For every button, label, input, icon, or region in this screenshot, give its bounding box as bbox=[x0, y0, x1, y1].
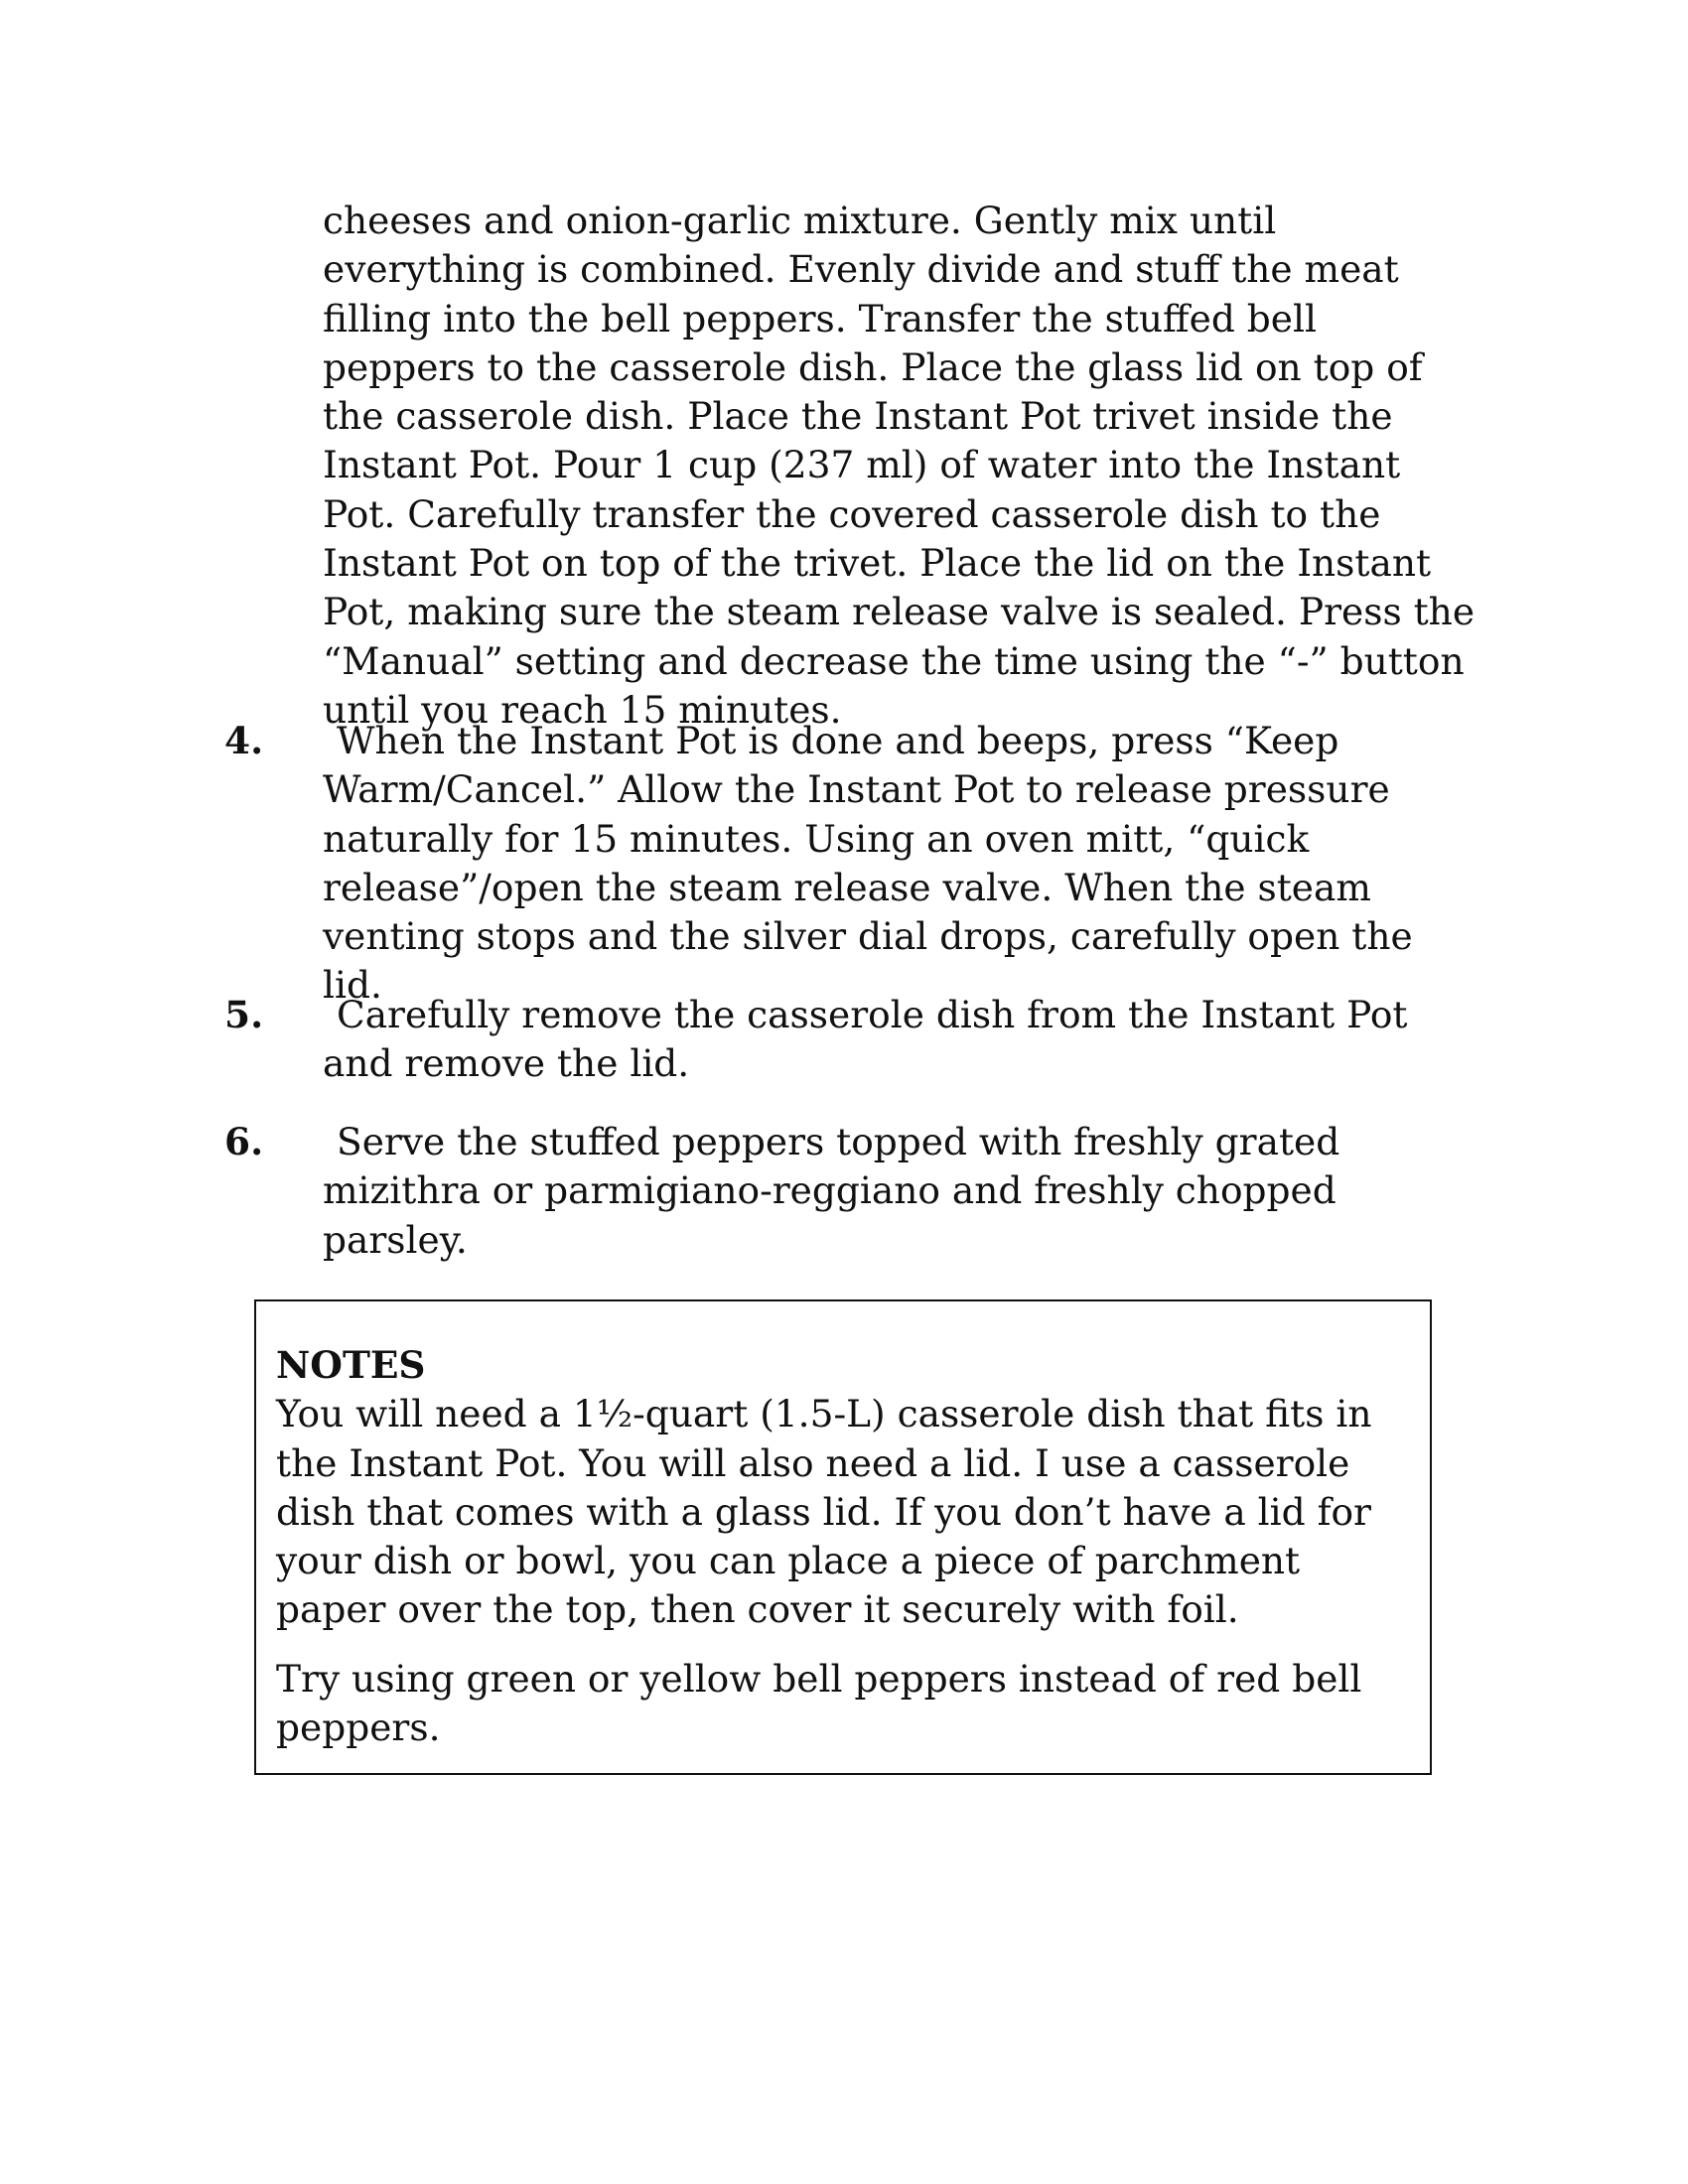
step-text: Carefully remove the casserole dish from the Instant Pot and remove the lid. bbox=[323, 993, 1408, 1086]
notes-paragraph: You will need a 1½-quart (1.5-L) casserole dish that fits in the Instant Pot. You will also need a lid. I use a casserole dish that comes with a glass lid. If you don’t have a lid for your dish or bowl, you can place a piece of parchment paper over the top, then cover it securely with foil. bbox=[276, 1392, 1372, 1632]
step-text: When the Instant Pot is done and beeps, press “Keep Warm/Cancel.” Allow the Instant Pot to release pressure naturally for 15 minutes. Using an oven mitt, “quick release”/open the steam release valve. When the steam venting stops and the silver dial drops, carefully open the lid. bbox=[323, 719, 1413, 1008]
step-item-6 bbox=[224, 1118, 1479, 1265]
step-number: 4. bbox=[224, 719, 264, 762]
step-item-4 bbox=[224, 717, 1479, 1011]
step-text: Serve the stuffed peppers topped with freshly grated mizithra or parmigiano-reggiano and freshly chopped parsley. bbox=[323, 1120, 1340, 1262]
step-item-5 bbox=[224, 991, 1479, 1089]
notes-box bbox=[254, 1299, 1432, 1775]
notes-content bbox=[276, 1341, 1418, 1752]
step-number: 6. bbox=[224, 1120, 264, 1163]
notes-title: NOTES bbox=[276, 1343, 426, 1387]
notes-paragraph: Try using green or yellow bell peppers instead of red bell peppers. bbox=[276, 1656, 1362, 1750]
step-number: 5. bbox=[224, 993, 264, 1036]
step-3-continuation-text: cheeses and onion-garlic mixture. Gently mix until everything is combined. Evenly divide and stuff the meat filling into the bell peppers. Transfer the stuffed bell peppers to the casserole dish. Place the glass lid on top of the casserole dish. Place the Instant Pot trivet inside the Instant Pot. Pour 1 cup (237 ml) of water into the Instant Pot. Carefully transfer the covered casserole dish to the Instant Pot on top of the trivet. Place the lid on the Instant Pot, making sure the steam release valve is sealed. Press the “Manual” setting and decrease the time using the “-” button until you reach 15 minutes. bbox=[323, 199, 1476, 732]
